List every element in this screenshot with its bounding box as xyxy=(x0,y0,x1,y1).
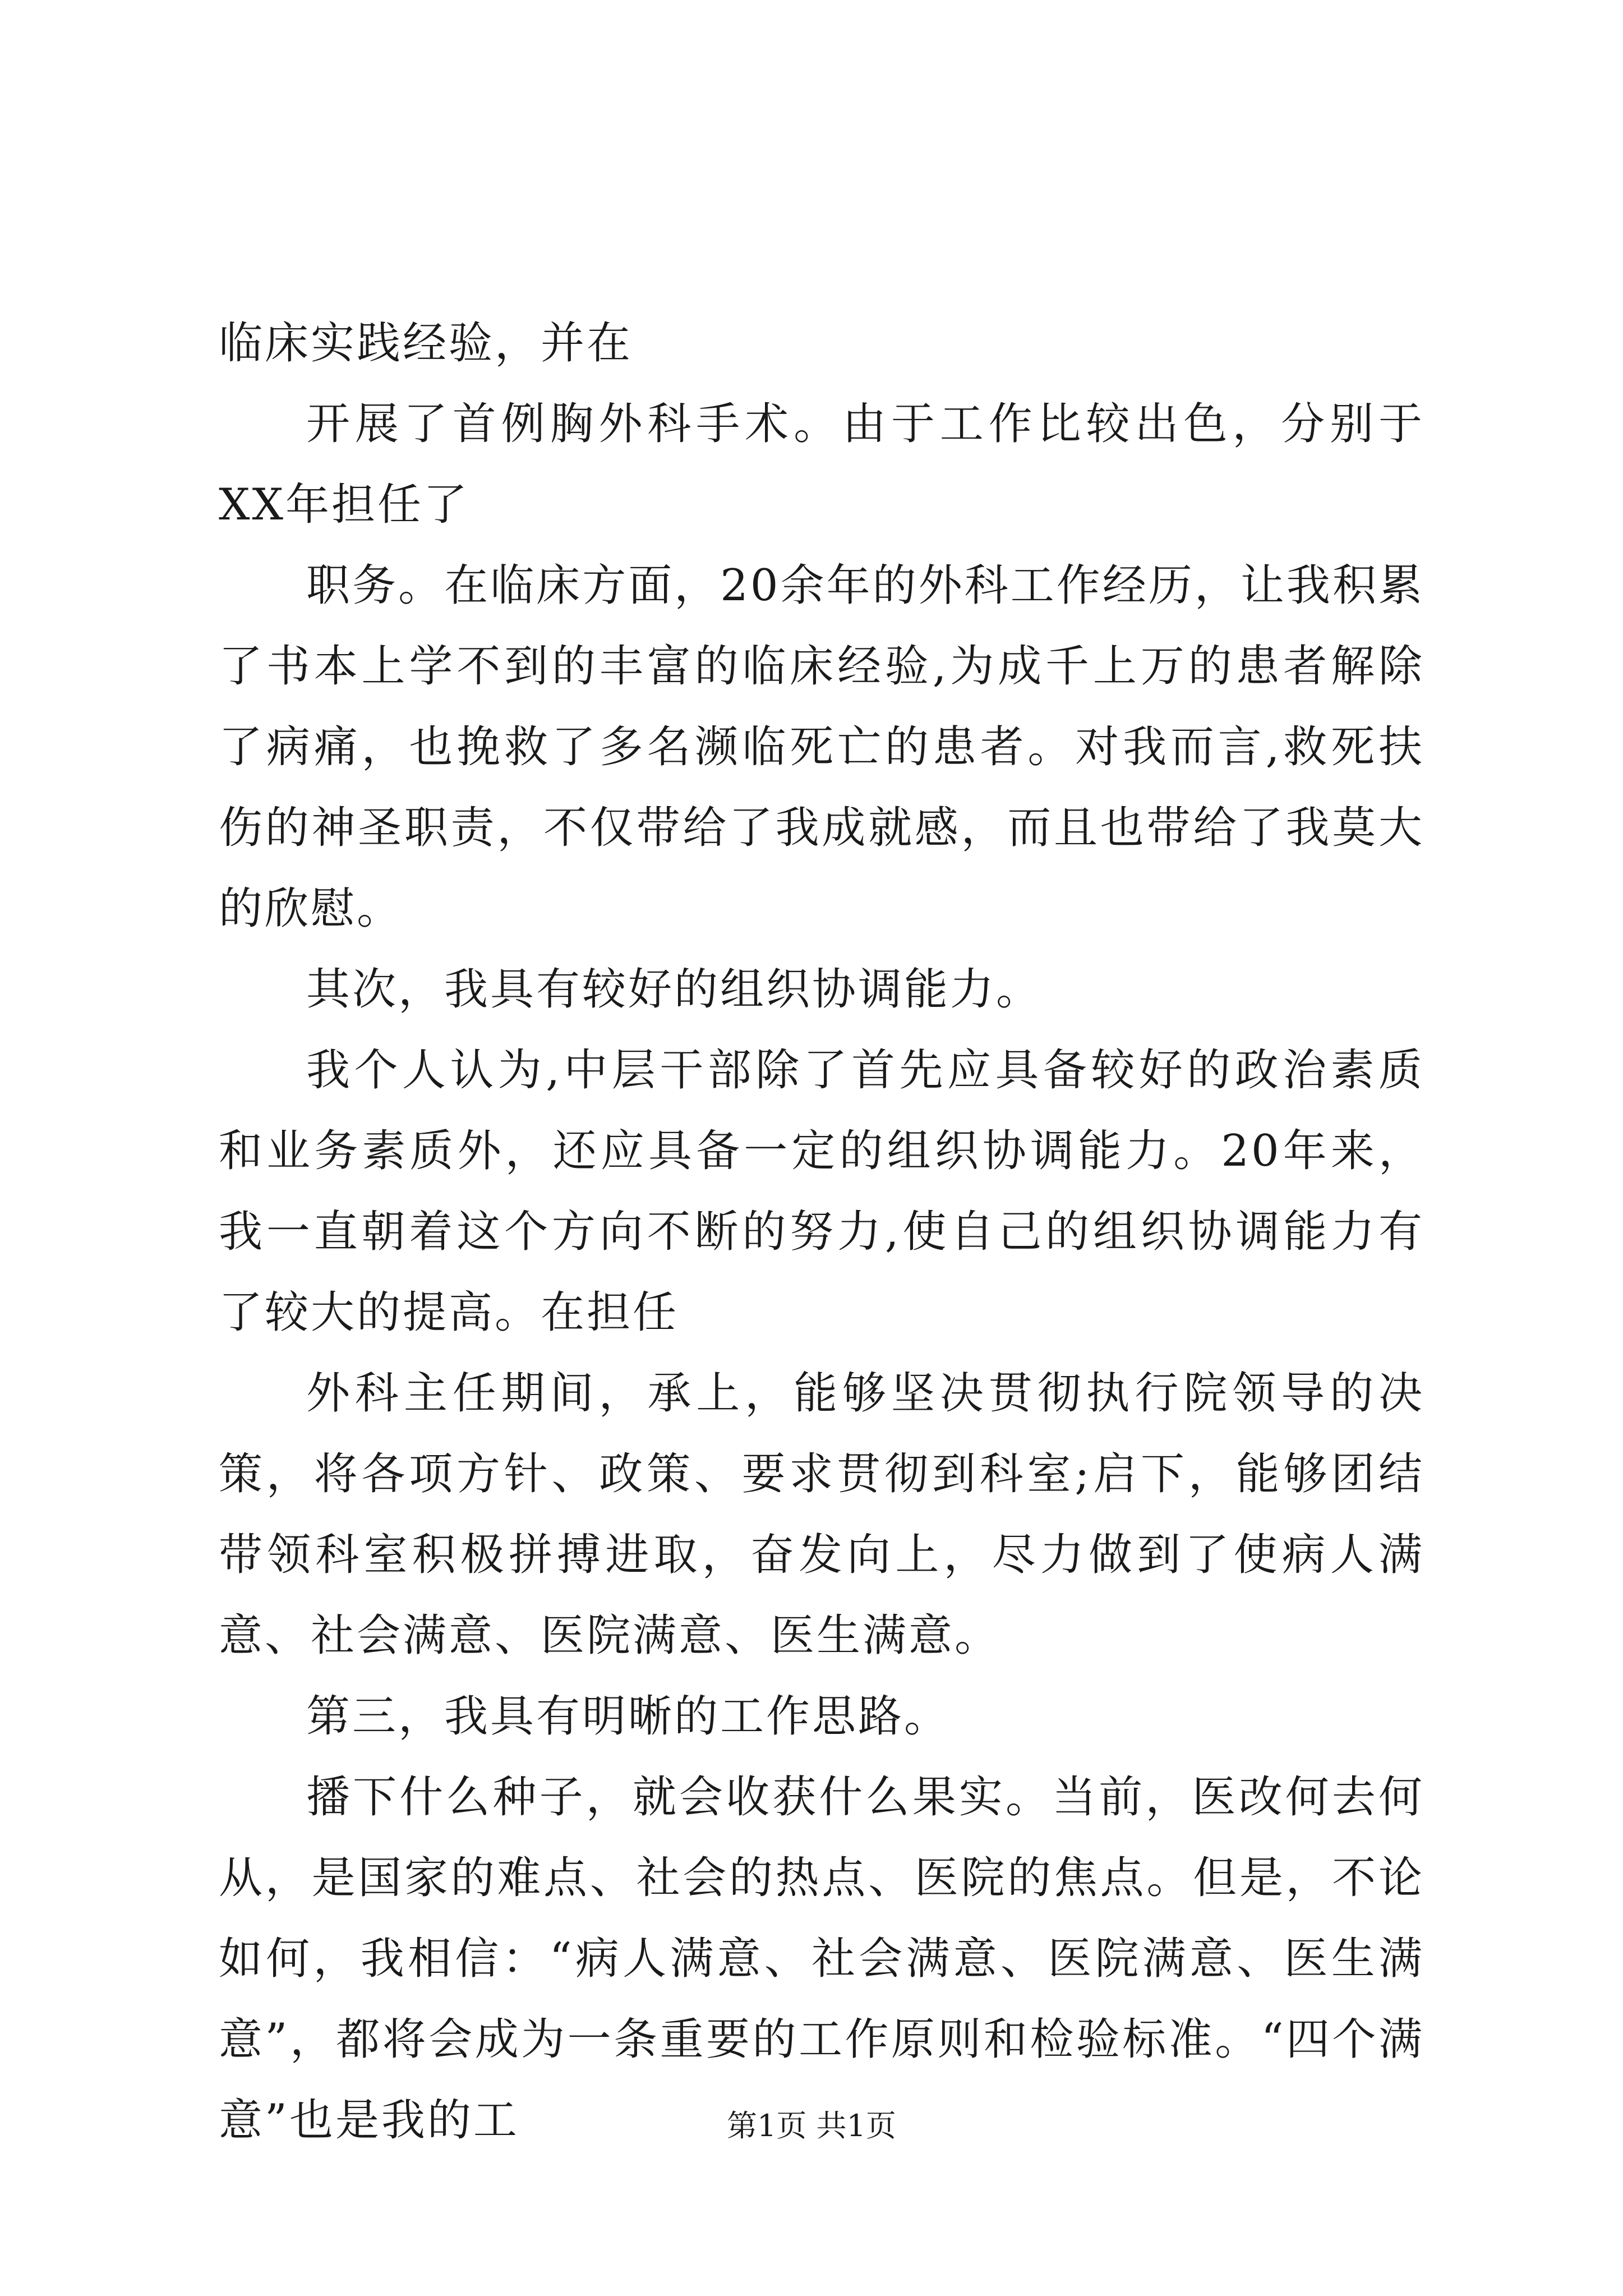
paragraph-8: 播下什么种子，就会收获什么果实。当前，医改何去何从，是国家的难点、社会的热点、医院的焦点。但是，不论如何，我相信：“病人满意、社会满意、医院满意、医生满意”，都将会成为一条重要的工作原则和检验标准。“四个满意”也是我的工 xyxy=(219,1772,1424,2146)
paragraph-3: 职务。在临床方面，20余年的外科工作经历，让我积累了书本上学不到的丰富的临床经验,为成千上万的患者解除了病痛，也挽救了多名濒临死亡的患者。对我而言,救死扶伤的神圣职责，不仅带给了我成就感，而且也带给了我莫大的欣慰。 xyxy=(219,560,1424,934)
paragraph-2: 开展了首例胸外科手术。由于工作比较出色，分别于XX年担任了 xyxy=(219,399,1424,530)
document-body xyxy=(219,303,1424,2161)
paragraph-5: 我个人认为,中层干部除了首先应具备较好的政治素质和业务素质外，还应具备一定的组织协调能力。20年来，我一直朝着这个方向不断的努力,使自己的组织协调能力有了较大的提高。在担任 xyxy=(219,1045,1424,1338)
paragraph-6: 外科主任期间，承上，能够坚决贯彻执行院领导的决策，将各项方针、政策、要求贯彻到科室;启下，能够团结带领科室积极拼搏进取，奋发向上，尽力做到了使病人满意、社会满意、医院满意、医生满意。 xyxy=(219,1368,1424,1661)
paragraph-7: 第三，我具有明晰的工作思路。 xyxy=(306,1691,951,1742)
paragraph-4: 其次，我具有较好的组织协调能力。 xyxy=(306,964,1043,1015)
paragraph-1: 临床实践经验，并在 xyxy=(219,318,633,369)
page-footer xyxy=(0,2106,1623,2146)
page-number-label: 第1页 共1页 xyxy=(727,2108,896,2143)
